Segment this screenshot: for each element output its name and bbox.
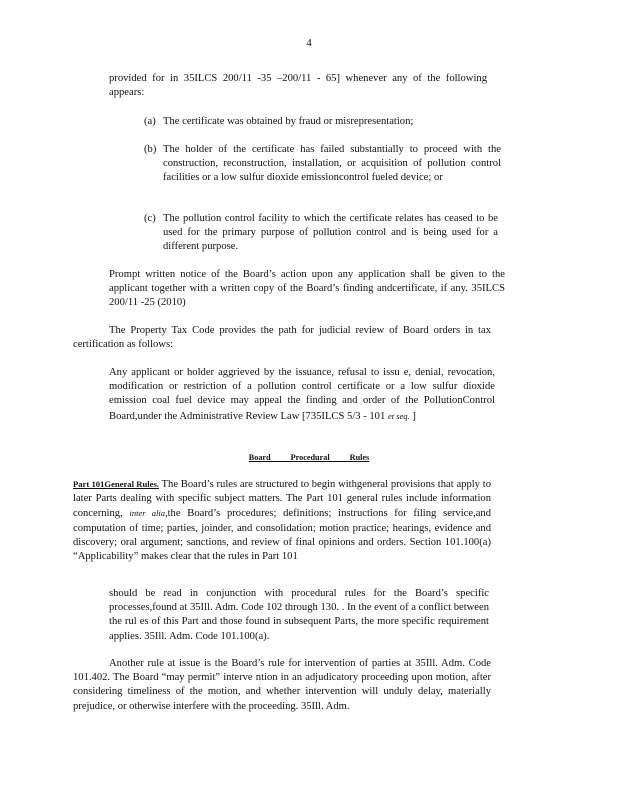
intro-text: provided for in 35ILCS 200/11 -35 –200/11 - 65] whenever any of the following appears: [109, 73, 487, 99]
list-text-a: The certificate was obtained by fraud or misrepresentation; [163, 116, 414, 127]
list-label-b: (b) [144, 144, 157, 155]
list-text-b: The holder of the certificate has failed substantially to proceed with the construction, reconstruction, installation, or acquisition of pollution control facilities or a low sulfur dioxide emissioncontrol fueled device; or [163, 144, 501, 184]
list-item-a [144, 115, 479, 129]
property-tax-text: The Property Tax Code provides the path for judicial review of Board orders in tax certification as follows: [73, 325, 491, 351]
conjunction-paragraph [109, 587, 489, 644]
quote-italic: et seq. [387, 410, 410, 421]
list-text-c: The pollution control facility to which the certificate relates has ceased to be used for the primary purpose of pollution control and is being used for a different purpose. [163, 213, 498, 253]
notice-text: Prompt written notice of the Board’s action upon any application shall be given to the applicant together with a written copy of the Board’s finding andcertificate, if any. 35ILCS 200/11 -25 (2010) [109, 269, 505, 309]
part101-text-a: The Board’s rules are structured to begin withgeneral provisions that apply to later Parts dealing with specific subject matters. The Part 101 general rules include information concerning, [73, 479, 491, 520]
list-item-b [144, 143, 501, 186]
part101-paragraph [73, 477, 491, 564]
intervention-text: Another rule at issue is the Board’s rule for intervention of parties at 35Ill. Adm. Code 101.402. The Board “may permit” interve ntion in an adjudicatory proceeding upon motion, after considering timeliness of the motion, and whether intervention will unduly delay, materially prejudice, or otherwise interfere with the proceeding. 35Ill. Adm. [73, 658, 491, 712]
part101-runin-heading: Part 101General Rules. [73, 479, 159, 489]
list-label-c: (c) [144, 213, 156, 224]
intervention-paragraph [73, 657, 491, 714]
list-item-c [144, 212, 498, 255]
page-number: 4 [306, 37, 312, 49]
notice-paragraph [109, 268, 505, 311]
list-label-a: (a) [144, 116, 156, 127]
property-tax-paragraph [73, 324, 491, 352]
intro-paragraph [109, 72, 487, 100]
quote-end: ] [412, 410, 416, 422]
block-quote [109, 366, 495, 424]
part101-italic: inter alia [129, 508, 165, 519]
part101-text-b: ,the Board’s procedures; definitions; instructions for filing service,and computation of time; parties, joinder, and consolidation; motion practice; hearings, evidence and discovery; oral argument; sanctions, and review of final opinions and orders. Section 101.100(a) “Applicability” makes clear that the rules in Part 101 [73, 508, 492, 563]
conjunction-text: should be read in conjunction with procedural rules for the Board’s specific processes,found at 35Ill. Adm. Code 102 through 130. . In the event of a conflict between the rul es of this Part and those found in subsequent Parts, the more specific requirement applies. 35Ill. Adm. Code 101.100(a). [109, 588, 489, 642]
quote-text: Any applicant or holder aggrieved by the issuance, refusal to issu e, denial, revocation, modification or restriction of a pollution control certificate or a low sulfur dioxide emission coal fuel device may appeal the finding and order of the PollutionControl Board,under the Administrative Review Law [735ILCS 5/3 - 101 [109, 367, 495, 422]
section-heading: Board Procedural Rules [248, 453, 370, 462]
